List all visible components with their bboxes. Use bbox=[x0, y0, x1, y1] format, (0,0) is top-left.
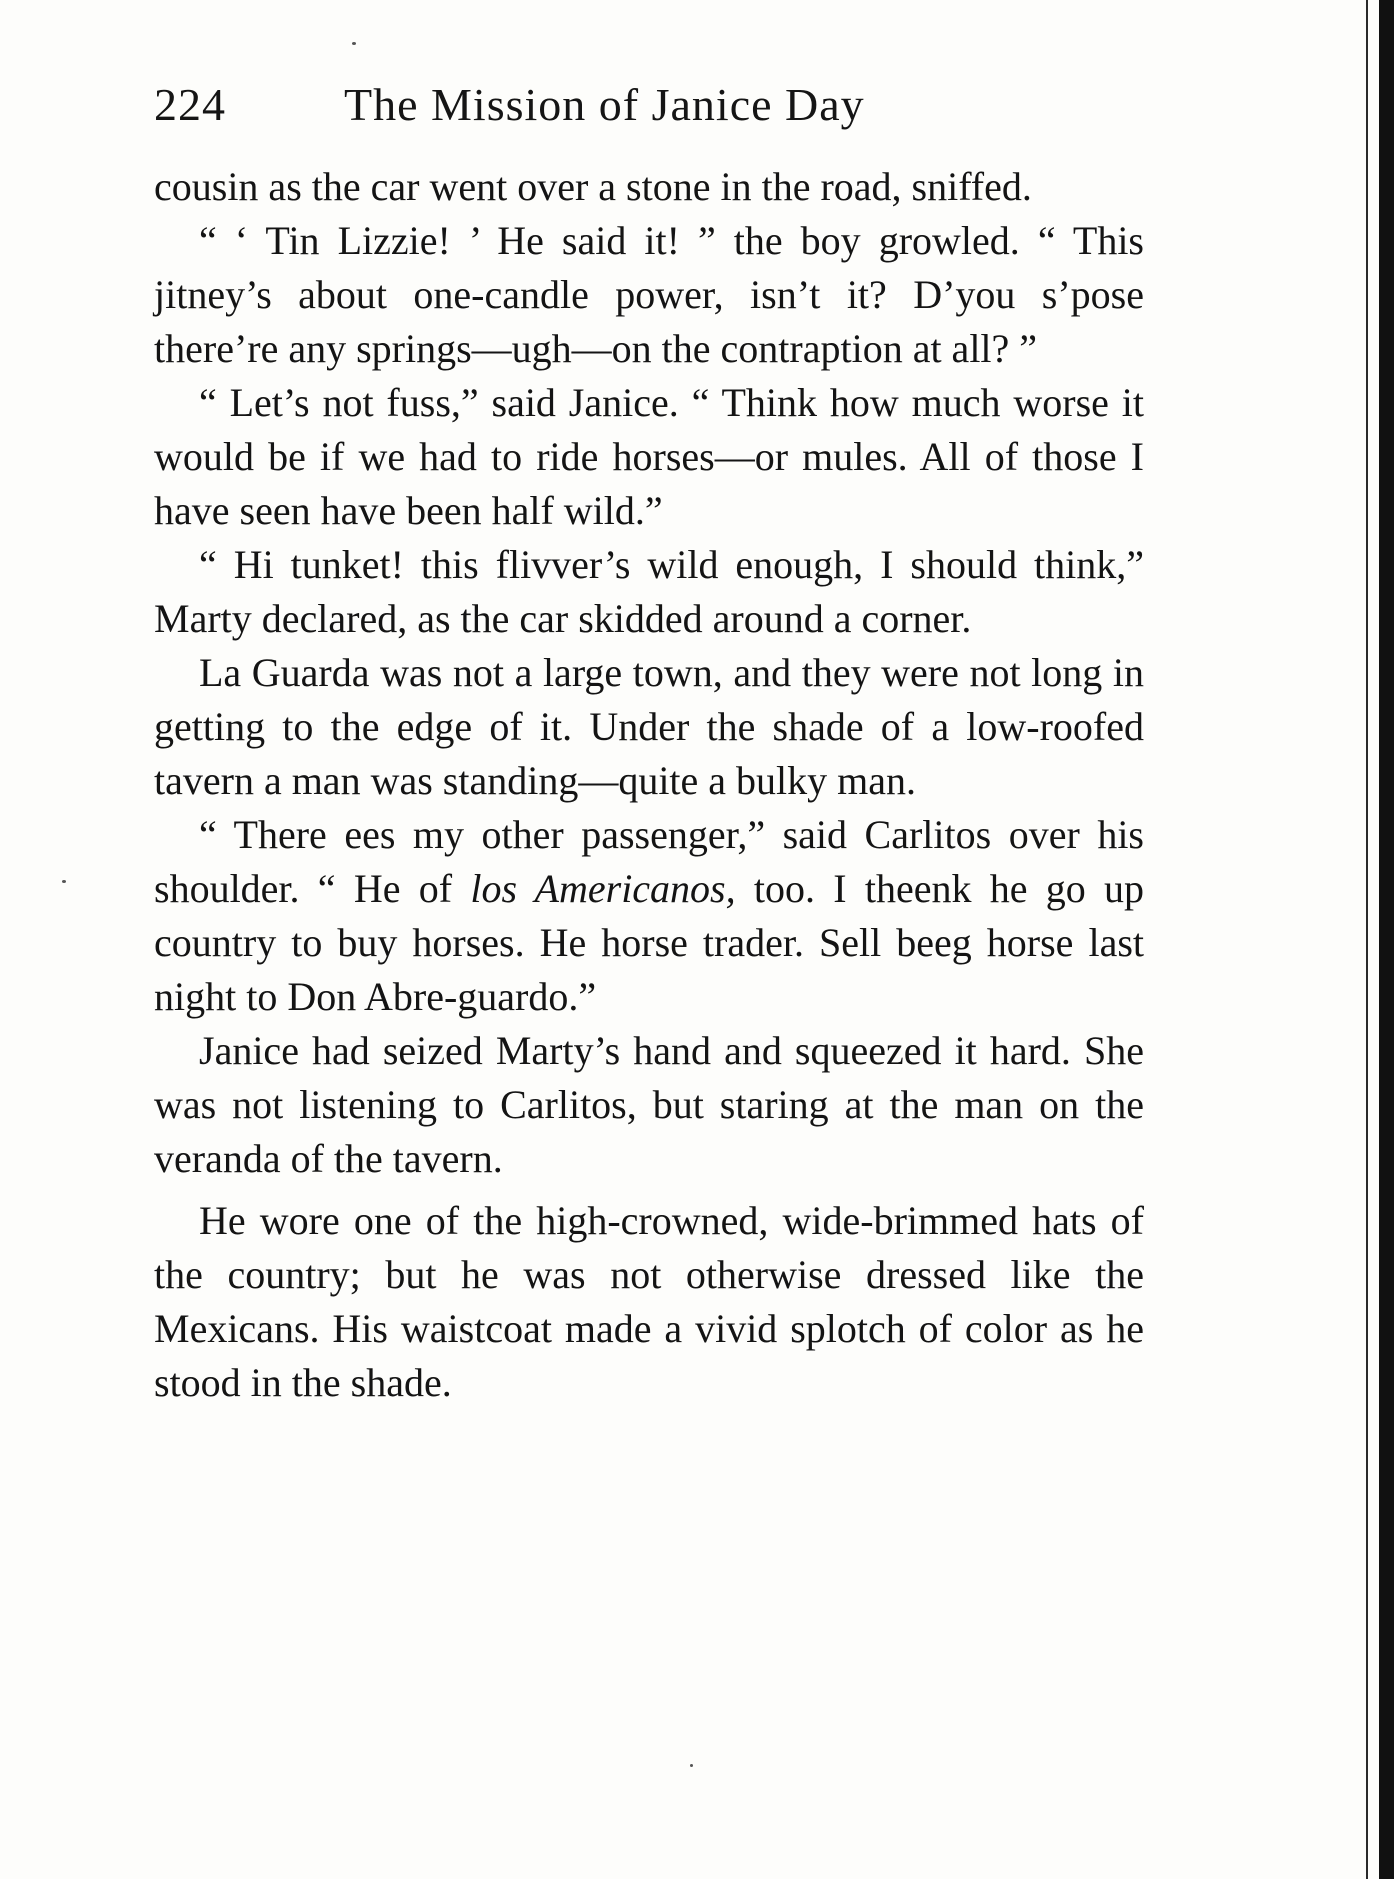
paragraph bbox=[154, 376, 1144, 538]
body-text bbox=[154, 160, 1144, 1410]
paragraph bbox=[154, 160, 1144, 214]
paragraph bbox=[154, 214, 1144, 376]
paragraph bbox=[154, 808, 1144, 1024]
paragraph bbox=[154, 646, 1144, 808]
paragraph-text: “ Let’s not fuss,” said Janice. “ Think how much worse it would be if we had to ride horses—or mules. All of those I have seen have been half wild.” bbox=[154, 380, 1144, 533]
paragraph-text: He wore one of the high-crowned, wide-brimmed hats of the country; but he was not otherwise dressed like the Mexicans. His waistcoat made a vivid splotch of color as he stood in the shade. bbox=[154, 1198, 1144, 1405]
italic-phrase: los Americanos, bbox=[470, 866, 736, 911]
page-header bbox=[154, 72, 1154, 142]
paragraph-text: Janice had seized Marty’s hand and squeezed it hard. She was not listening to Carlitos, but staring at the man on the veranda of the tavern. bbox=[154, 1028, 1144, 1181]
paragraph bbox=[154, 1194, 1144, 1410]
paragraph-text: too. I theenk he go up country to buy horses. He horse trader. Sell beeg horse last night to Don Abre-guardo.” bbox=[154, 866, 1145, 1019]
paragraph-text: “ Hi tunket! this flivver’s wild enough, I should think,” Marty declared, as the car skidded around a corner. bbox=[154, 542, 1144, 641]
paragraph-text: cousin as the car went over a stone in the road, sniffed. bbox=[154, 164, 1032, 209]
running-title: The Mission of Janice Day bbox=[344, 79, 865, 130]
paragraph-text: “ There ees my other passenger,” said Carlitos over his shoulder. “ He of bbox=[154, 812, 1144, 911]
page-number: 224 bbox=[154, 79, 226, 130]
paragraph-text: La Guarda was not a large town, and they were not long in getting to the edge of it. Under the shade of a low-roofed tavern a man was standing—quite a bulky man. bbox=[154, 650, 1144, 803]
page-edge-rule bbox=[1366, 0, 1368, 1879]
paragraph bbox=[154, 538, 1144, 646]
scan-border bbox=[1379, 0, 1394, 1879]
scan-speck bbox=[352, 42, 356, 45]
scan-speck bbox=[690, 1764, 693, 1767]
paragraph-text: “ ‘ Tin Lizzie! ’ He said it! ” the boy growled. “ This jitney’s about one-candle power, isn’t it? D’you s’pose there’re any springs—ugh—on the contraption at all? ” bbox=[154, 218, 1144, 371]
paragraph bbox=[154, 1024, 1144, 1186]
scan-speck bbox=[62, 880, 66, 883]
